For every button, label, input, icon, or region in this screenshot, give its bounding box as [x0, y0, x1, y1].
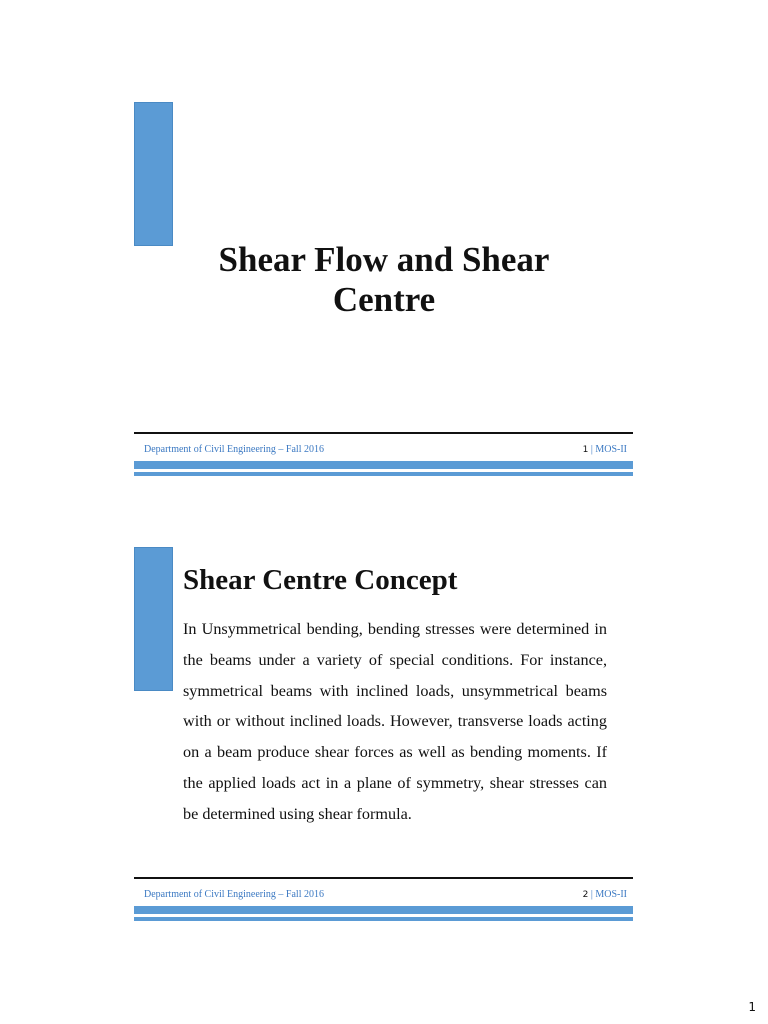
slide2-course-code: | MOS-II: [590, 889, 627, 900]
slide1-footer-rule: [134, 432, 633, 434]
slide1-slide-number: 1: [582, 445, 589, 455]
slide1-course-code: | MOS-II: [590, 444, 627, 455]
slide1-accent-bar: [134, 102, 173, 246]
slide2-footer-stripe-thin: [134, 917, 633, 921]
slide2-footer-stripe-thick: [134, 906, 633, 914]
slide2-slide-number: 2: [582, 890, 589, 900]
slide2-body-text: In Unsymmetrical bending, bending stresses were determined in the beams under a variety of special conditions. For instance, symmetrical beams with inclined loads, unsymmetrical beams with or without inclined loads. However, transverse loads acting on a beam produce shear forces as well as bending moments. If the applied loads act in a plane of symmetry, shear stresses can be determined using shear formula.: [183, 620, 607, 823]
slide2-footer-rule: [134, 877, 633, 879]
page-number: 1: [748, 1000, 756, 1014]
slide2-title: Shear Centre Concept: [183, 564, 458, 596]
slide2-footer-right: [583, 889, 627, 900]
slide2-accent-bar: [134, 547, 173, 691]
slide1-footer-right: [583, 444, 627, 455]
slide2-footer-department: Department of Civil Engineering – Fall 2016: [144, 889, 324, 900]
slide1-title: Shear Flow and Shear Centre: [218, 240, 550, 319]
slide1-footer-department: Department of Civil Engineering – Fall 2016: [144, 444, 324, 455]
slide1-footer-stripe-thin: [134, 472, 633, 476]
slide1-footer-stripe-thick: [134, 461, 633, 469]
